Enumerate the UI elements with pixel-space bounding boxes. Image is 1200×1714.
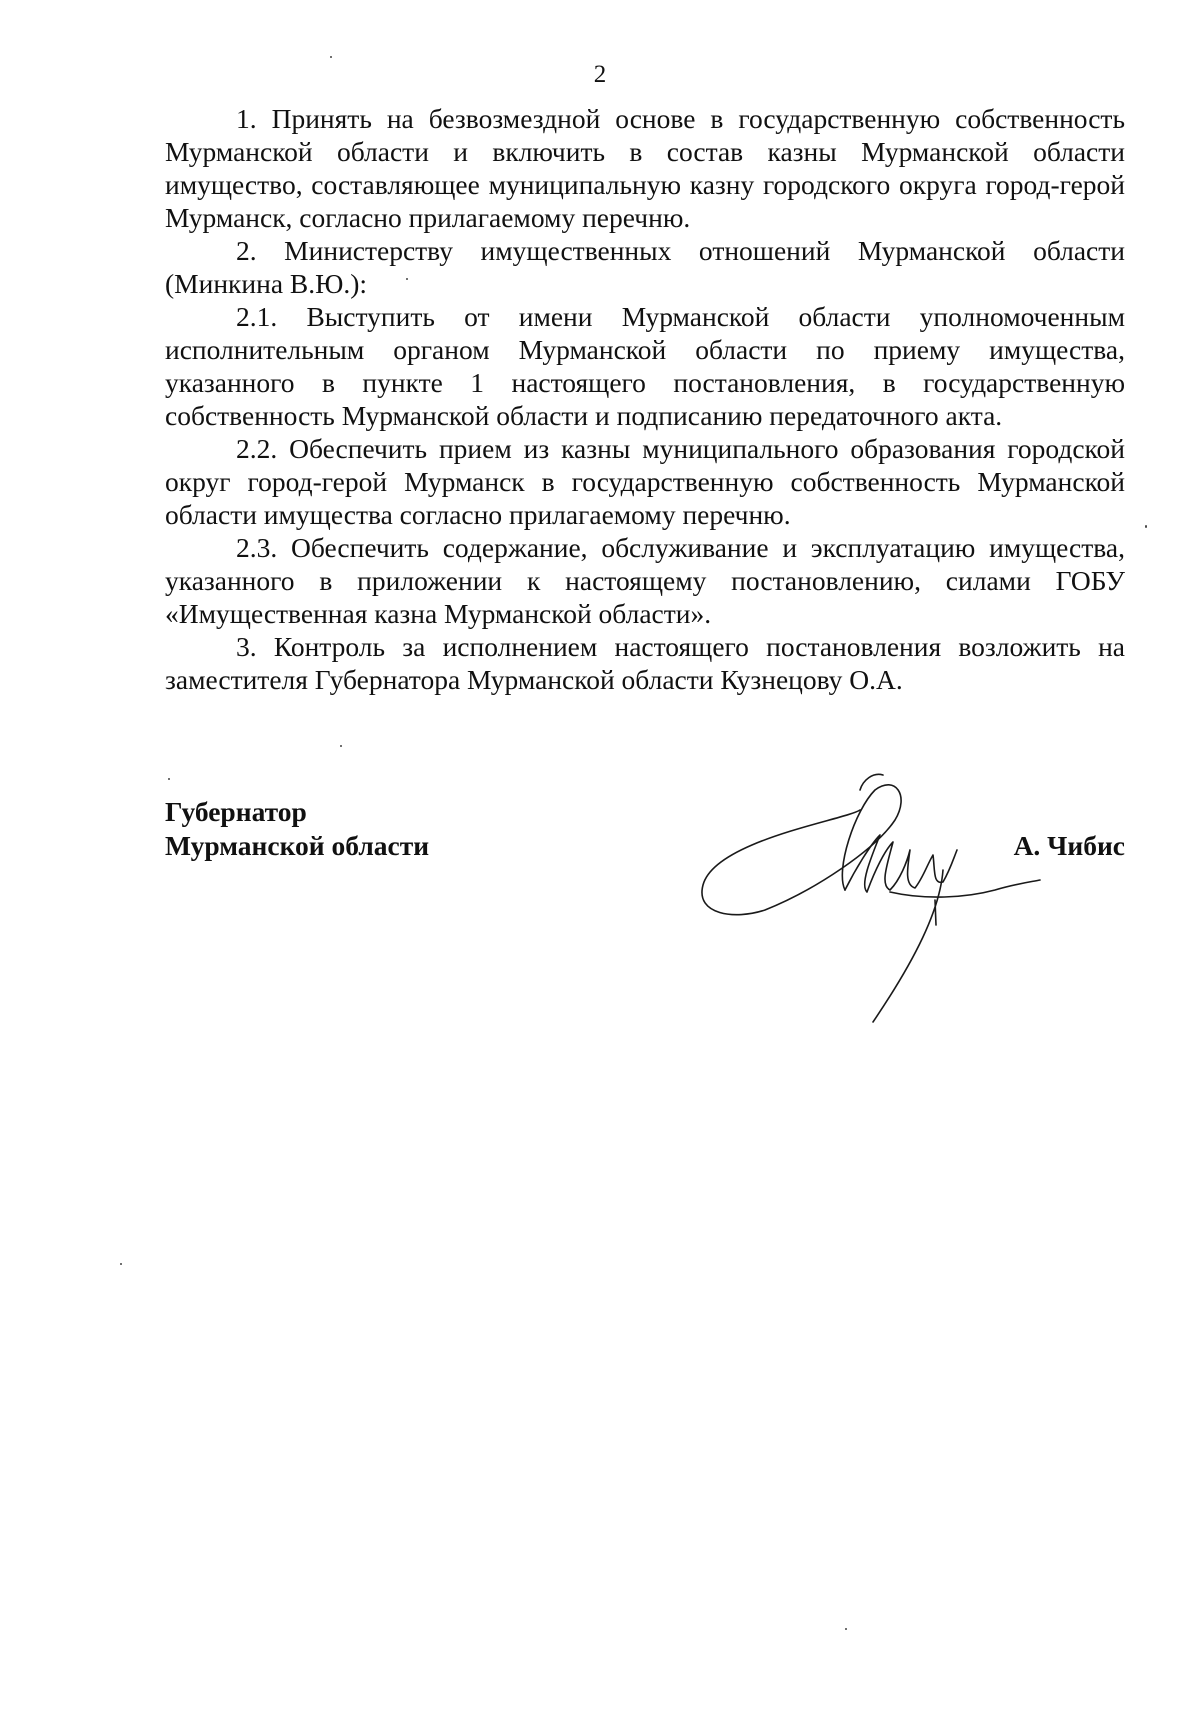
paragraph-2-3: 2.3. Обеспечить содержание, обслуживание и эксплуатацию имущества, указанного в приложении к настоящему постановлению, силами ГОБУ «Имущественная казна Мурманской области». xyxy=(165,532,1125,629)
handwritten-signature-icon xyxy=(695,750,1075,1030)
scan-speck xyxy=(168,778,170,780)
scan-speck xyxy=(340,745,342,747)
paragraph-1: 1. Принять на безвозмездной основе в государственную собственность Мурманской области и включить в состав казны Мурманской области имущество, составляющее муниципальную казну городского округа город-герой Мурманск, согласно прилагаемому перечню. xyxy=(165,103,1125,233)
scan-speck xyxy=(120,1263,122,1265)
signer-position-line-1: Губернатор xyxy=(165,796,307,827)
scan-speck xyxy=(330,56,332,58)
page-number: 2 xyxy=(593,61,607,88)
signature-block xyxy=(165,795,1125,1035)
signer-name: А. Чибис xyxy=(1013,830,1125,861)
scan-speck xyxy=(1145,525,1147,528)
document-body xyxy=(165,102,1125,696)
scan-speck xyxy=(845,1628,847,1630)
paragraph-2-1: 2.1. Выступить от имени Мурманской области уполномоченным исполнительным органом Мурманской области по приему имущества, указанного в пункте 1 настоящего постановления, в государственную собственность Мурманской области и подписанию передаточного акта. xyxy=(165,301,1125,431)
paragraph-2: 2. Министерству имущественных отношений Мурманской области (Минкина В.Ю.): xyxy=(165,235,1125,299)
signer-position xyxy=(165,795,429,863)
signer-position-line-2: Мурманской области xyxy=(165,830,430,861)
paragraph-2-2: 2.2. Обеспечить прием из казны муниципального образования городской округ город-герой Мурманск в государственную собственность Мурманской области имущества согласно прилагаемому перечню. xyxy=(165,433,1125,530)
paragraph-3: 3. Контроль за исполнением настоящего постановления возложить на заместителя Губернатора Мурманской области Кузнецову О.А. xyxy=(165,631,1125,695)
scan-speck xyxy=(406,278,408,280)
